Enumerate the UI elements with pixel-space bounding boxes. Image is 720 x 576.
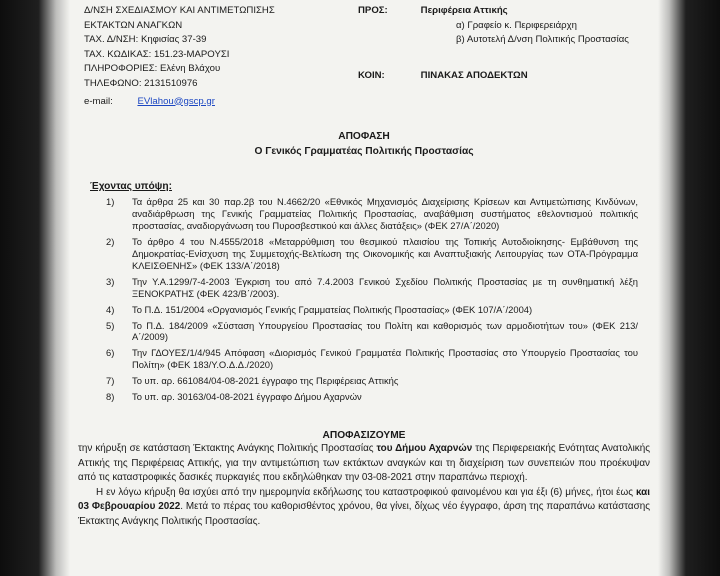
- p1-text-a: την κήρυξη σε κατάσταση Έκτακτης Ανάγκης Πολιτικής Προστασίας: [78, 443, 377, 454]
- p2-text-c: . Μετά το πέρας του καθορισθέντος χρόνου, θα γίνει, δίχως νέο έγγραφο, άρση της παραπάνω κατάστασης Έκτακτης Ανάγκης Πολιτικής Προστασίας.: [78, 501, 650, 527]
- item-text: Το Π.Δ. 151/2004 «Οργανισμός Γενικής Γραμματείας Πολιτικής Προστασίας» (ΦΕΚ 107/Α΄/2004): [132, 303, 533, 315]
- cc-row: [358, 70, 528, 81]
- email-label: e-mail:: [84, 95, 113, 107]
- sender-block: [84, 4, 275, 109]
- decision-paragraph-1: [78, 442, 650, 486]
- p2-text-a: Η εν λόγω κήρυξη θα ισχύει από την ημερομηνία εκδήλωσης του καταστροφικού φαινομένου και για έξι (6) μήνες, ήτοι έως: [96, 486, 636, 498]
- cc-value: ΠΙΝΑΚΑΣ ΑΠΟΔΕΚΤΩΝ: [420, 70, 528, 81]
- to-value: Περιφέρεια Αττικής: [420, 5, 508, 16]
- having-label: Έχοντας υπόψη:: [90, 181, 172, 192]
- item-number: 4): [106, 303, 115, 315]
- item-text: Το υπ. αρ. 30163/04-08-2021 έγγραφο Δήμου Αχαρνών: [132, 391, 362, 403]
- p1-municipality: του Δήμου Αχαρνών: [376, 443, 473, 454]
- to-label: ΠΡΟΣ:: [358, 5, 388, 16]
- decision-paragraph-2: [78, 486, 650, 530]
- decision-subtitle: Ο Γενικός Γραμματέας Πολιτικής Προστασίας: [254, 146, 474, 157]
- item-number: 2): [106, 235, 115, 247]
- item-text: Το υπ. αρ. 661084/04-08-2021 έγγραφο της Περιφέρειας Αττικής: [132, 375, 399, 387]
- sender-email-row: [84, 95, 275, 110]
- email-link[interactable]: EVlahou@gscp.gr: [137, 95, 215, 107]
- photo-edge-right: [658, 0, 720, 576]
- item-text: Το άρθρο 4 του Ν.4555/2018 «Μεταρρύθμιση του θεσμικού πλαισίου της Τοπικής Αυτοδιοίκησης- Εμβάθυνση της Δημοκρατίας-Ενίσχυση της Συμμετοχής-Βελτίωση της Οικονομικής και Αναπτυξιακής Λειτουργίας των ΟΤΑ-Πρόγραμμα ΚΛΕΙΣΘΕΝΗΣ» (ΦΕΚ 133/Α΄/2018): [132, 235, 638, 271]
- item-number: 3): [106, 275, 115, 287]
- item-number: 1): [106, 196, 115, 207]
- recipient-block: [358, 4, 629, 48]
- cc-label: ΚΟΙΝ:: [358, 70, 385, 81]
- item-number: 6): [106, 347, 115, 359]
- item-number: 8): [106, 391, 115, 403]
- item-text: Την ΓΔΟΥΕΣ/1/4/945 Απόφαση «Διορισμός Γενικού Γραμματέα Πολιτικής Προστασίας στο Υπουργείο Προστασίας του Πολίτη» (ΦΕΚ 183/Υ.Ο.Δ.Δ./2020): [132, 347, 638, 371]
- sender-phone: ΤΗΛΕΦΩΝΟ: 2131510976: [84, 77, 198, 89]
- list-item: [106, 196, 638, 232]
- decide-heading: ΑΠΟΦΑΣΙΖΟΥΜΕ: [322, 430, 406, 441]
- recipient-a: α) Γραφείο κ. Περιφερειάρχη: [456, 19, 577, 31]
- decision-body: [78, 442, 650, 530]
- sender-address: ΤΑΧ. Δ/ΝΣΗ: Κηφισίας 37-39: [84, 34, 207, 46]
- sender-postcode: ΤΑΧ. ΚΩΔΙΚΑΣ: 151.23-ΜΑΡΟΥΣΙ: [84, 48, 230, 60]
- recipient-b: β) Αυτοτελή Δ/νση Πολιτικής Προστασίας: [456, 34, 629, 46]
- list-item: [106, 375, 638, 387]
- p2-end-date: και 03 Φεβρουαρίου 2022: [78, 486, 650, 513]
- list-item: [106, 347, 638, 371]
- photo-edge-left: [0, 0, 70, 576]
- item-number: 5): [106, 319, 115, 331]
- considerations-list: [106, 196, 638, 407]
- list-item: [106, 276, 638, 300]
- sender-directorate-1: Δ/ΝΣΗ ΣΧΕΔΙΑΣΜΟΥ ΚΑΙ ΑΝΤΙΜΕΤΩΠΙΣΗΣ: [84, 5, 275, 16]
- list-item: [106, 304, 638, 316]
- decision-title: ΑΠΟΦΑΣΗ: [338, 131, 390, 142]
- list-item: [106, 391, 638, 403]
- sender-directorate-2: ΕΚΤΑΚΤΩΝ ΑΝΑΓΚΩΝ: [84, 19, 183, 31]
- item-number: 7): [106, 375, 115, 387]
- document-page: [70, 0, 658, 576]
- list-item: [106, 320, 638, 344]
- p1-text-c: της Περιφερειακής Ενότητας Ανατολικής Αττικής της Περιφέρειας Αττικής, για την αντιμετώπιση των εκτάκτων αναγκών και τη διαχείριση των συνεπειών που προέκυψαν από τις καταστροφικές δασικές πυρκαγιές που εκδηλώθηκαν την 03-08-2021 στην παραπάνω περιοχή.: [78, 443, 650, 484]
- item-text: Το Π.Δ. 184/2009 «Σύσταση Υπουργείου Προστασίας του Πολίτη και καθορισμός των αρμοδιοτήτων του» (ΦΕΚ 213/Α΄/2009): [132, 319, 638, 343]
- item-text: Τα άρθρα 25 και 30 παρ.2β του Ν.4662/20 «Εθνικός Μηχανισμός Διαχείρισης Κρίσεων και Αντιμετώπισης Κινδύνων, αναδιάρθρωση της Γενικής Γραμματείας Πολιτικής Προστασίας, αναβάθμιση συστήματος εθελοντισμού πολιτικής προστασίας, αναδιοργάνωση του Πυροσβεστικού και άλλες διατάξεις» (ΦΕΚ 27/Α΄/2020): [132, 196, 638, 231]
- item-text: Την Υ.Α.1299/7-4-2003 Έγκριση του από 7.4.2003 Γενικού Σχεδίου Πολιτικής Προστασίας με τη συνθηματική λέξη ΞΕΝΟΚΡΑΤΗΣ (ΦΕΚ 423/Β΄/2003).: [132, 275, 638, 299]
- list-item: [106, 236, 638, 272]
- sender-contact: ΠΛΗΡΟΦΟΡΙΕΣ: Ελένη Βλάχου: [84, 63, 221, 75]
- recipient-row: [358, 4, 629, 19]
